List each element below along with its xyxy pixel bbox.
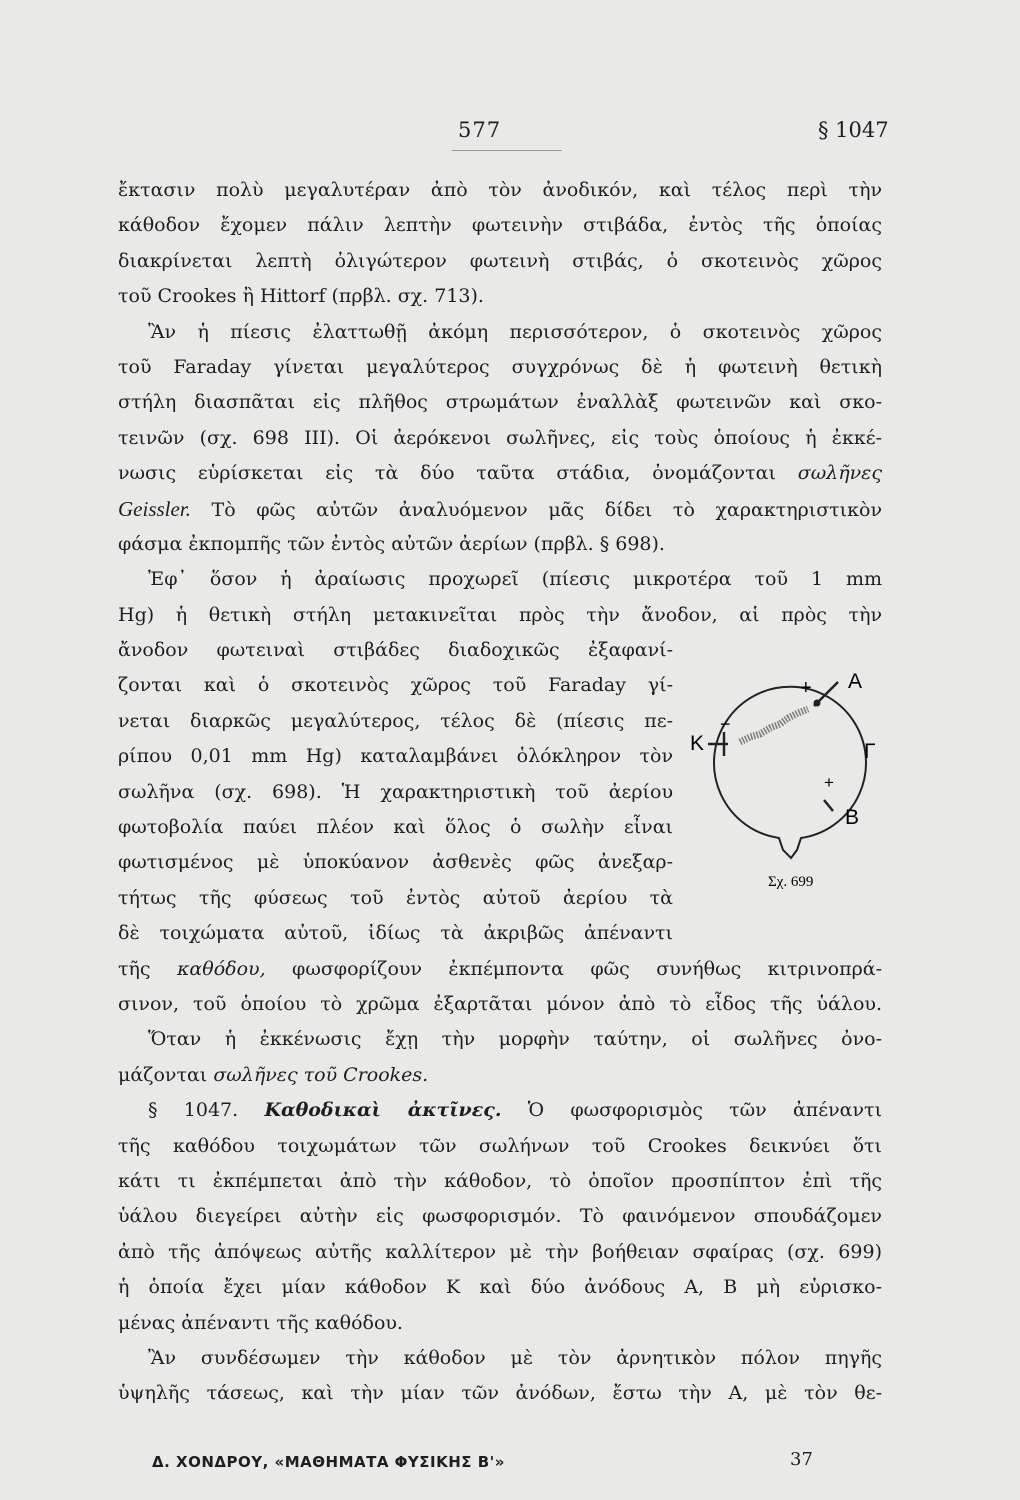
- label-b: B: [845, 806, 860, 829]
- discharge-glow: [740, 709, 808, 742]
- label-plus-a: +: [800, 677, 812, 699]
- text-line: Hg) ἡ θετικὴ στήλη μετακινεῖται πρὸς τὴν ἄνοδον, αἱ πρὸς τὴν: [118, 603, 882, 626]
- text-line: φωτοβολία παύει πλέον καὶ ὅλος ὁ σωλὴν εἶναι: [118, 816, 673, 839]
- section-heading: Καθοδικαὶ ἀκτῖνες.: [264, 1099, 502, 1122]
- text-line: [118, 456, 882, 491]
- text-line: τῆς καθόδου τοιχωμάτων τῶν σωλήνων τοῦ Crookes δεικνύει ὅτι: [118, 1134, 882, 1157]
- text-line: Ἂν ἡ πίεσις ἐλαττωθῇ ἀκόμη περισσότερον, ὁ σκοτεινὸς χῶρος: [148, 320, 882, 343]
- text-line: κάτι τι ἐκπέμπεται ἀπὸ τὴν κάθοδον, τὸ ὁποῖον προσπίπτον ἐπὶ τῆς: [118, 1169, 882, 1192]
- text-run: Τὸ φῶς αὐτῶν ἀναλυόμενον μᾶς δίδει τὸ χαρακτηριστικὸν: [211, 498, 882, 521]
- text-line: ζονται καὶ ὁ σκοτεινὸς χῶρος τοῦ Faraday γί-: [118, 674, 673, 697]
- anode-b-electrode: [824, 800, 833, 811]
- figure-caption: Σχ. 699: [768, 874, 814, 890]
- section-reference: § 1047: [818, 118, 889, 142]
- running-header: [0, 118, 1020, 148]
- label-minus: −: [720, 714, 731, 734]
- text-line: ἡ ὁποία ἔχει μίαν κάθοδον Κ καὶ δύο ἀνόδους Α, Β μὴ εὑρισκο-: [118, 1276, 882, 1299]
- text-run: τῆς: [118, 957, 151, 980]
- text-line: τοῦ Faraday γίνεται μεγαλύτερος συγχρόνως δὲ ἡ φωτεινὴ θετικὴ: [118, 355, 882, 378]
- text-line: ὑάλου διεγείρει αὐτὴν εἰς φωσφορισμόν. Τὸ φαινόμενον σπουδάζομεν: [118, 1205, 882, 1228]
- text-line: φάσμα ἐκπομπῆς τῶν ἐντὸς αὐτῶν ἀερίων (πρβλ. § 698).: [118, 532, 665, 555]
- text-line: ρίπου 0,01 mm Hg) καταλαμβάνει ὁλόκληρον τὸν: [118, 745, 673, 768]
- page-footer: [0, 1449, 1020, 1483]
- text-line: τήτως τῆς φύσεως τοῦ ἐντὸς αὐτοῦ ἀερίου τὰ: [118, 886, 673, 909]
- text-line: στήλη διασπᾶται εἰς πλῆθος στρωμάτων ἐναλλὰξ φωτεινῶν καὶ σκο-: [118, 391, 882, 414]
- text-line: τοῦ Crookes ἢ Hittorf (πρβλ. σχ. 713).: [118, 285, 484, 308]
- label-gamma: Γ: [864, 740, 876, 763]
- text-line: τεινῶν (σχ. 698 III). Οἱ ἀερόκενοι σωλῆνες, εἰς τοὺς ὁποίους ἡ ἐκκέ-: [118, 426, 882, 449]
- term-geissler: Geissler.: [118, 496, 191, 521]
- text-line: σινον, τοῦ ὁποίου τὸ χρῶμα ἐξαρτᾶται μόνον ἀπὸ τὸ εἶδος τῆς ὑάλου.: [118, 992, 882, 1015]
- label-a: A: [848, 670, 863, 693]
- text-line: [118, 492, 882, 527]
- text-run: φωσφορίζουν ἐκπέμποντα φῶς συνήθως κιτρινοπρά-: [292, 957, 883, 980]
- text-line: φωτισμένος μὲ ὑποκύανον ἀσθενὲς φῶς ἀνεξαρ-: [118, 851, 673, 874]
- anode-a-tip: [814, 700, 821, 707]
- text-line: κάθοδον ἔχομεν πάλιν λεπτὴν φωτεινὴν στιβάδα, ἐντὸς τῆς ὁποίας: [118, 214, 882, 237]
- text-line: μένας ἀπέναντι τῆς καθόδου.: [118, 1311, 403, 1334]
- signature-number: 37: [790, 1449, 813, 1470]
- text-line: δὲ τοιχώματα αὐτοῦ, ἰδίως τὰ ἀκριβῶς ἀπέναντι: [118, 922, 673, 945]
- text-line: [118, 952, 882, 987]
- term-geissler-tubes: σωλῆνες: [797, 462, 882, 485]
- page-number: 577: [458, 118, 502, 142]
- text-line: Ὅταν ἡ ἐκκένωσις ἔχῃ τὴν μορφὴν ταύτην, οἱ σωλῆνες ὀνο-: [148, 1028, 882, 1051]
- text-run: μάζονται: [118, 1063, 208, 1086]
- text-line: [118, 1058, 882, 1093]
- text-line: ἀπὸ τῆς ἀπόψεως αὐτῆς καλλίτερον μὲ τὴν βοήθειαν σφαίρας (σχ. 699): [118, 1240, 882, 1263]
- text-line: σωλῆνα (σχ. 698). Ἡ χαρακτηριστικὴ τοῦ ἀερίου: [118, 780, 673, 803]
- label-k: K: [690, 732, 705, 755]
- label-plus-b: +: [824, 773, 834, 792]
- text-line: Ἐφ᾽ ὅσον ἡ ἀραίωσις προχωρεῖ (πίεσις μικροτέρα τοῦ 1 mm: [148, 568, 882, 591]
- section-number: § 1047.: [148, 1099, 239, 1122]
- text-line: ἄνοδον φωτειναὶ στιβάδες διαδοχικῶς ἐξαφανί-: [118, 639, 673, 662]
- text-line: Ἂν συνδέσωμεν τὴν κάθοδον μὲ τὸν ἀρνητικὸν πόλον πηγῆς: [148, 1346, 882, 1369]
- sphere-outline: [714, 687, 866, 858]
- term-cathode: καθόδου,: [176, 957, 266, 980]
- text-run: Ὁ φωσφορισμὸς τῶν ἀπέναντι: [527, 1099, 883, 1122]
- header-rule: [452, 150, 562, 151]
- text-line: ἔκτασιν πολὺ μεγαλυτέραν ἀπὸ τὸν ἀνοδικόν, καὶ τέλος περὶ τὴν: [118, 179, 882, 201]
- text-run: νωσις εὑρίσκεται εἰς τὰ δύο ταῦτα στάδια, ὀνομάζονται: [118, 462, 776, 485]
- text-line: [118, 1093, 882, 1128]
- term-crookes-tubes: σωλῆνες τοῦ Crookes.: [213, 1063, 429, 1086]
- figure-699: [688, 658, 888, 898]
- text-line: νεται διαρκῶς μεγαλύτερος, τέλος δὲ (πίεσις πε-: [118, 709, 673, 732]
- text-line: ὑψηλῆς τάσεως, καὶ τὴν μίαν τῶν ἀνόδων, ἔστω τὴν Α, μὲ τὸν θε-: [118, 1382, 882, 1405]
- text-line: διακρίνεται λεπτὴ ὀλιγώτερον φωτεινὴ στιβάς, ὁ σκοτεινὸς χῶρος: [118, 249, 882, 272]
- footer-attribution: Δ. ΧΟΝΔΡΟΥ, «ΜΑΘΗΜΑΤΑ ΦΥΣΙΚΗΣ Β'»: [152, 1453, 505, 1471]
